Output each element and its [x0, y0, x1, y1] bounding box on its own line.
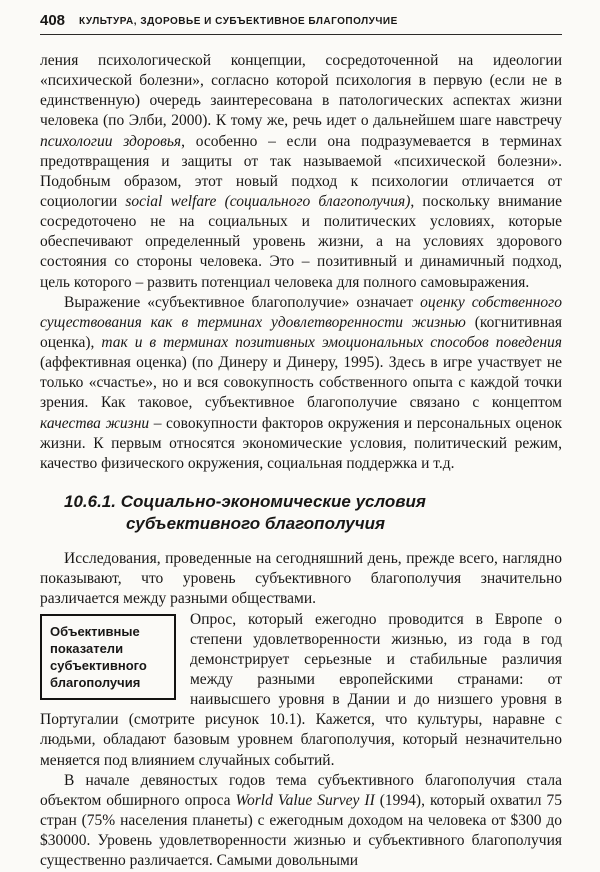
paragraph-continuation: Опрос, который ежегодно проводится в Европе о степени удовлетворенности жизнью, из года в год демонстрирует серьезные и стабильные различия между разными европейскими странами: от наивысшего уровня в Дании и до низшего уровня в Португалии (смотрите рисунок 10.1). Кажется, что культуры, наравне с людьми, обладают базовым уровнем благополучия, который незначительно меняется под влиянием случайных событий.	[40, 610, 562, 769]
header-rule	[40, 34, 562, 35]
paragraph: Выражение «субъективное благополучие» означает оценку собственного существования как в терминах удовлетворенности жизнью (когнитивная оценка), так и в терминах позитивных эмоциональных способов поведения (аффективная оценка) (по Динеру и Динеру, 1995). Здесь в игре участвует не только «счастье», но и вся совокупность собственного опыта с каждой точки зрения. Как таковое, субъективное благополучие связано с концептом качества жизни – совокупности факторов окружения и персональных оценок жизни. К первым относятся экономические условия, политический режим, качество физического окружения, социальная поддержка и т.д.	[40, 293, 563, 472]
section-heading	[64, 491, 562, 535]
paragraph: Исследования, проведенные на сегодняшний день, прежде всего, наглядно показывают, что уровень субъективного благополучия значительно различается между разными обществами.	[40, 550, 562, 608]
page-header	[40, 12, 562, 29]
margin-note-text: Объективные показатели субъективного благополучия	[50, 623, 147, 691]
section-heading-line2: субъективного благополучия	[126, 514, 386, 534]
margin-note-box	[40, 614, 176, 701]
page-number: 408	[40, 12, 66, 29]
page-body	[40, 51, 562, 871]
paragraph: ления психологической концепции, сосредоточенной на идеологии «психической болезни», согласно которой психология в первую (если не в единственную) очередь заинтересована в патологических аспектах жизни человека (по Элби, 2000). К тому же, речь идет о дальнейшем шаге навстречу психологии здоровья, особенно – если она подразумевается в терминах предотвращения и защиты от так называемой «психической болезни». Подобным образом, этот новый подход к психологии отличается от социологии social welfare (социального благополучия), поскольку внимание сосредоточено не на социальных и политических условиях, которые обеспечивают определенный уровень жизни, а на условиях здорового состояния со стороны человека. Это – позитивный и динамичный подход, цель которого – развить потенциал человека для полного самовыражения.	[40, 52, 562, 291]
paragraph: В начале девяностых годов тема субъективного благополучия стала объектом обширного опроса World Value Survey II (1994), который охватил 75 стран (75% населения планеты) с ежегодным доходом на человека от $300 до $30000. Уровень удовлетворенности жизнью и субъективного благополучия существенно различается. Самыми довольными	[40, 771, 562, 870]
running-title: КУЛЬТУРА, ЗДОРОВЬЕ И СУБЪЕКТИВНОЕ БЛАГОПОЛУЧИЕ	[79, 16, 398, 27]
paragraph-with-note	[40, 610, 562, 771]
section-heading-line1: 10.6.1. Социально-экономические условия	[64, 491, 426, 511]
